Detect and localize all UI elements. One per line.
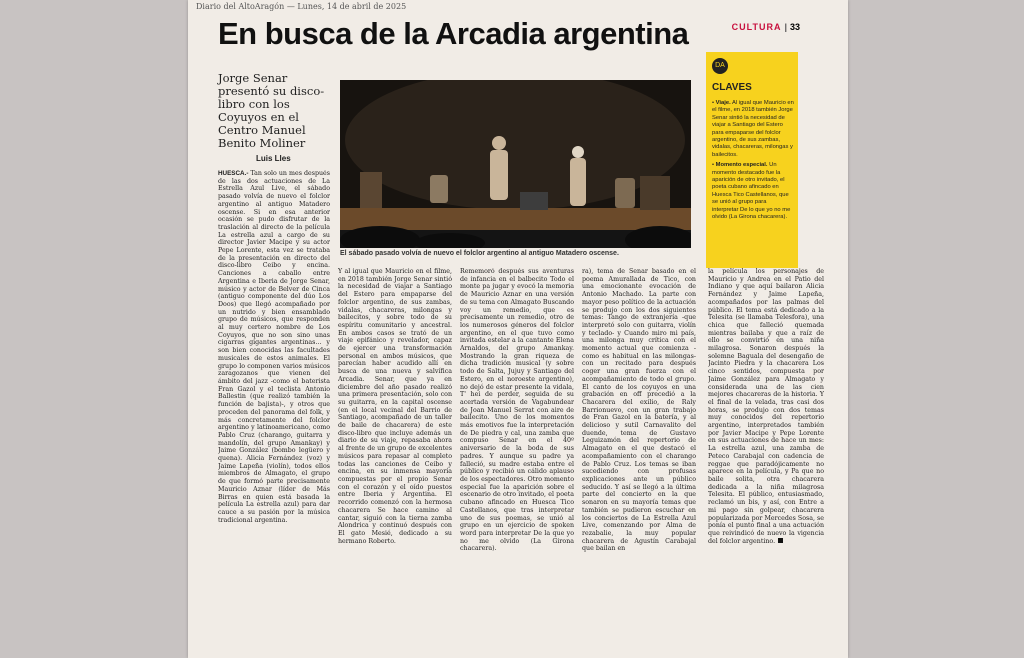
newspaper-header: Diario del AltoAragón — Lunes, 14 de abril de 2025 <box>196 2 407 11</box>
section-header <box>732 22 800 32</box>
dateline: HUESCA.- <box>218 170 249 177</box>
article-column-5 <box>708 268 824 638</box>
newspaper-logo-icon: DA <box>712 58 728 74</box>
photo-caption: El sábado pasado volvía de nuevo el folclor argentino al antiguo Matadero oscense. <box>340 250 619 257</box>
article-headline: En busca de la Arcadia argentina <box>218 16 689 51</box>
article-byline: Luis Lles <box>256 154 291 163</box>
concert-photo <box>340 80 691 248</box>
newspaper-page <box>188 0 848 658</box>
section-name: CULTURA <box>731 22 782 32</box>
article-subhead: Jorge Senar presentó su disco-libro con los Coyuyos en el Centro Manuel Benito Moliner <box>218 71 325 150</box>
column-text: Rememoró después sus aventuras de infancia en el balbecito Todo el monte pa jugar y evocó la memoria de Mauricio Aznar en una versión de su tema con Almagato Buscando voy un remedio, que es precisamente un remedio, otro de los numerosos géneros del folclor argentino, en el que tuvo como invitada estelar a la cantante Elena Arnaldos, del grupo Amankay. Mostrando la gran riqueza de dicha tradición musical (y sobre todo de Salta, Jujuy y Santiago del Estero, en el noroeste argentino), no dejó de estar presente la vidala, T' hei de perder, seguida de su acertada versión de Vagabundear de Joan Manuel Serrat con aire de bailecito. Uno de los momentos más emotivos fue la interpretación de De piedra y cal, una zamba que compuso Senar en el 40º aniversario de la boda de sus padres. Y aunque su padre ya falleció, su madre estaba entre el público y recibió un cálido aplauso de los espectadores. Otro momento especial fue la aparición sobre el escenario de otro invitado, el poeta cubano afincado en Huesca Tico Castellanos, que tras interpretar uno de sus poemas, se unió al grupo en un ejercicio de spoken word para interpretar De la que yo no me olvido (La Girona chacarera). <box>460 268 574 553</box>
claves-item-head: Momento especial. <box>715 162 768 169</box>
article-end-mark <box>778 538 783 543</box>
claves-body <box>712 100 794 225</box>
article-column-1 <box>218 170 330 632</box>
claves-item: • Momento especial. Un momento destacado fue la aparición de otro invitado, el poeta cubano afincado en Huesca Tico Castellanos, que se unió al grupo para interpretar De lo que yo no me olvido (La Girona chacarera). <box>712 162 791 221</box>
article-column-2 <box>338 268 452 638</box>
claves-item-text: Un momento destacado fue la aparición de otro invitado, el poeta cubano afincado en Huesca Tico Castellanos, que se unió al grupo para interpretar De lo que yo no me olvido (La Girona chacarera). <box>712 162 791 221</box>
column-text: ra), tema de Senar basado en el poema Amurallada de Tico, con una emocionante evocación de Antonio Machado. La parte con mayor peso político de la actuación se produjo con los dos siguientes temas: Tango de extranjería -que interpretó solo con guitarra, violín y teclado- y Cuando miro mi país, una milonga muy crítica con el momento actual que comienza -como es habitual en las milongas- con un recitado para después coger una gran fuerza con el acompañamiento de todo el grupo. El canto de los coyuyos en una grabación en off precedió a la Chacarera del exilio, de Raly Barrionuevo, con un gran trabajo de Fran Gazol en la batería, y al delicioso y sutil Carnavalito del duende, tema de Gustavo Leguizamón del repertorio de Almagato en el que destacó el acompañamiento con el charango de Pablo Cruz. Los temas se iban sucediendo con profusas explicaciones ante un público seducido. Y así se llegó a la última parte del concierto en la que sonaron en su mayoría temas que también se pudieron escuchar en los conciertos de La Estrella Azul Live, comenzando por Alma de rezabalie, la muy popular chacarera de Agustín Carabajal que bailan en <box>582 268 696 553</box>
claves-item-text: Al igual que Mauricio en el filme, en 2018 también Jorge Senar sintió la necesidad de viajar a Santiago del Estero para empaparse del folclor argentino, de sus zambas, vidalas, chacareras, milongas y bailecitos. <box>712 100 794 158</box>
column-text: Tan solo un mes después de las dos actuaciones de La Estrella Azul Live, el sábado pasado volvía de nuevo el folclor argentino al antiguo Matadero oscense. Si en esa anterior ocasión se pudo disfrutar de la traslación al directo de la película La estrella azul a cargo de su director Javier Macipe y su actor Pepe Lorente, esta vez se trataba de la presentación en directo del disco-libro Ceibo y encina. Canciones a caballo entre Argentina e Iberia de Jorge Senar, músico y actor de Belver de Cinca (antiguo componente del dúo Los Doos) que llegó acompañado por un nutrido y bien ensamblado grupo de músicos, que responden al muy certero nombre de Los Coyuyos, que no son sino unas cigarras gigantes argentinas… y son bien conocidas las facultades musicales de estos animales. El grupo lo componen varios músicos zaragozanos que vienen del ámbito del jazz -como el baterista Fran Gazol y el teclista Antonio Ballestin (que realizó también la función de bajista)-, y otros que proceden del panorama del folk, y más concretamente del folclor argentino y latinoamericano, como Pablo Cruz (charango, guitarra y mandolín, del grupo Amankay) y Jaime González (bombo legüero y quena). Alicia Fernández (voz) y Jaime Lapeña (violín), todos ellos miembros de Almagato, el grupo de que formó parte precisamente Mauricio Aznar (líder de Más Birras en quien está basada la película La estrella azul) para dar cauce a su pasión por la música tradicional argentina. <box>218 170 330 524</box>
column-text: la película los personajes de Mauricio y Andrea en el Patio del Indiano y que aquí bailaron Alicia Fernández y Jaime Lapeña, acompañados por las palmas del público. El tema está dedicado a la Telesita (se llamaba Telesfora), una chica que falleció quemada mientras bailaba y que a raíz de ello se convirtió en una niña milagrosa. Sonaron después la solemne Baguala del desengaño de Jacinto Piedra y la chacarera Los cinco sentidos, compuesta por Jaime González para Almagato y considerada una de las cien mejores chacareras de la historia. Y el final de la velada, tras casi dos horas, se produjo con dos temas muy conocidos del repertorio argentino, interpretados también por Javier Macipe y Pepe Lorente en sus actuaciones de hace un mes: La estrella azul, una zamba de Peteco Carabajal con cadencia de reggae que paradójicamente no aparece en la película, y Pa que no baile solita, otra chacarera dedicada a la niña milagrosa Telesita. El público, entusiasmado, reclamó un bis, y así, con Entre a mi pago sin golpear, chacarera popularizada por Mercedes Sosa, se ponía el punto final a una actuación que reivindicó de nuevo la vigencia del folclor argentino. <box>708 268 824 545</box>
article-column-4 <box>582 268 696 638</box>
page-number: 33 <box>789 22 800 32</box>
claves-item-head: Viaje. <box>715 100 731 106</box>
section-separator: | <box>784 22 787 32</box>
claves-sidebar <box>706 52 798 268</box>
article-column-3 <box>460 268 574 638</box>
column-text: Y al igual que Mauricio en el filme, en 2018 también Jorge Senar sintió la necesidad de viajar a Santiago del Estero para empaparse del folclor argentino, de sus zambas, vidalas, chacareras, milongas y bailecitos, y sobre todo de su espíritu comunitario y ancestral. En ambos casos se trató de un viaje epifánico y revelador, capaz de ejercer una transformación personal en ambos músicos, que parecían haber acudido allí en busca de una nueva y salvífica Arcadia. Senar, que ya en diciembre del año pasado realizó una primera presentación, solo con su guitarra, en la capital oscense (en el local vecinal del Barrio de Santiago, acompañado de un taller de baile de chacarera) de este disco-libro que incluye además un diario de su viaje, repasaba ahora al frente de un grupo de excelentes músicos para repasar al completo todas las canciones de Ceibo y encina, en su inmensa mayoría compuestas por el propio Senar con el corazón y el oído puestos entre Iberia y Argentina. El recorrido comenzó con la hermosa chacarera Se hace camino al cantar, siguió con la tierna zamba Alondrica y continuó después con El gato Mesié, dedicado a su hermano Roberto. <box>338 268 452 545</box>
claves-title: CLAVES <box>712 82 752 93</box>
claves-item: • Viaje. Al igual que Mauricio en el filme, en 2018 también Jorge Senar sintió la necesidad de viajar a Santiago del Estero para empaparse del folclor argentino, de sus zambas, vidalas, chacareras, milongas y bailecitos. <box>712 100 794 158</box>
concert-photo-image <box>340 80 691 248</box>
